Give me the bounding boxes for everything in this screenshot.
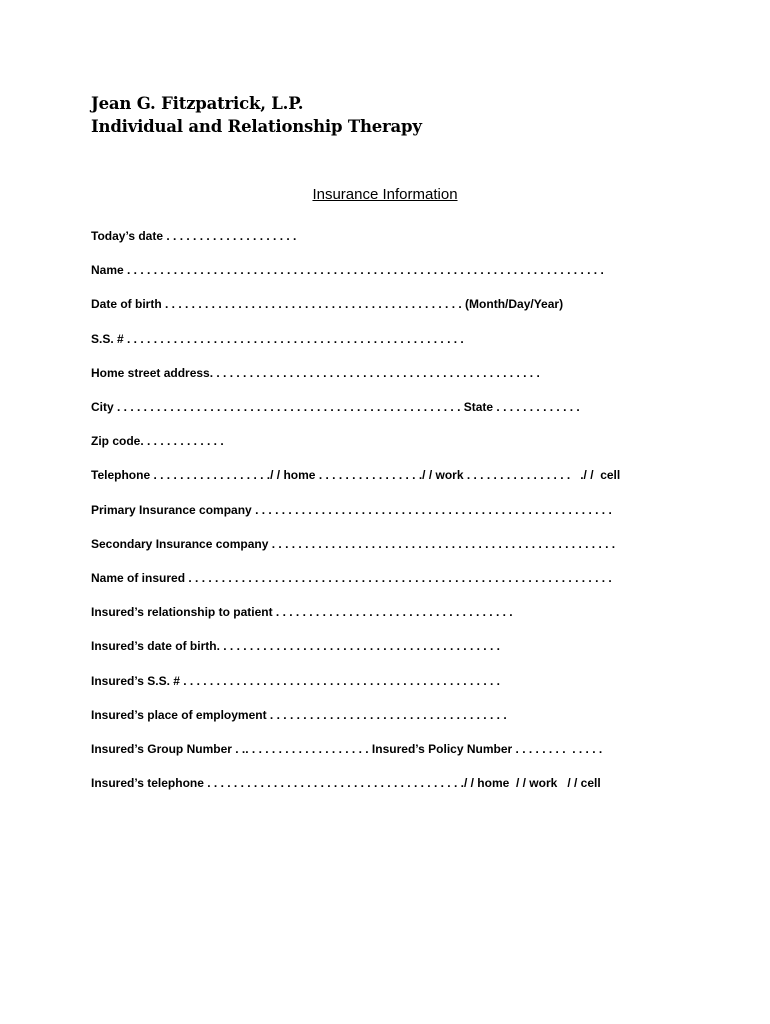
field-insured-employment[interactable]: Insured’s place of employment . . . . . . . . . . . . . . . . . . . . . . . . . . . . . . . . . . . .: [91, 708, 507, 722]
field-name[interactable]: Name . . . . . . . . . . . . . . . . . . . . . . . . . . . . . . . . . . . . . . . . . . . . . . . . . . . . . . . . . . . . . . . . . . . . . . . .: [91, 263, 604, 277]
field-insured-dob[interactable]: Insured’s date of birth. . . . . . . . . . . . . . . . . . . . . . . . . . . . . . . . . . . . . . . . . . .: [91, 639, 500, 653]
letterhead: [91, 92, 422, 138]
practitioner-name: Jean G. Fitzpatrick, L.P.: [91, 94, 304, 113]
field-insured-relationship[interactable]: Insured’s relationship to patient . . . . . . . . . . . . . . . . . . . . . . . . . . . . . . . . . . . .: [91, 605, 513, 619]
practice-subtitle: Individual and Relationship Therapy: [91, 117, 422, 136]
field-insured-ss[interactable]: Insured’s S.S. # . . . . . . . . . . . . . . . . . . . . . . . . . . . . . . . . . . . . . . . . . . . . . . . .: [91, 674, 500, 688]
field-primary-insurance[interactable]: Primary Insurance company . . . . . . . . . . . . . . . . . . . . . . . . . . . . . . . . . . . . . . . . . . . . . . . . . . . . . .: [91, 503, 612, 517]
form-title: Insurance Information: [312, 186, 458, 203]
field-secondary-insurance[interactable]: Secondary Insurance company . . . . . . . . . . . . . . . . . . . . . . . . . . . . . . . . . . . . . . . . . . . . . . . . . . . .: [91, 537, 616, 551]
field-telephone[interactable]: Telephone . . . . . . . . . . . . . . . . . ./ / home . . . . . . . . . . . . . . . ./ / work . . . . . . . . . . . . . . . . ./ / cell: [91, 468, 621, 482]
field-insured-group-policy[interactable]: Insured’s Group Number . .. . . . . . . . . . . . . . . . . . . Insured’s Policy Number . . . . . . . . . . . . .: [91, 742, 603, 756]
field-todays-date[interactable]: Today’s date . . . . . . . . . . . . . . . . . . . .: [91, 229, 297, 243]
field-date-of-birth[interactable]: Date of birth . . . . . . . . . . . . . . . . . . . . . . . . . . . . . . . . . . . . . . . . . . . . . (Month/Day/Year): [91, 297, 564, 311]
field-ss-number[interactable]: S.S. # . . . . . . . . . . . . . . . . . . . . . . . . . . . . . . . . . . . . . . . . . . . . . . . . . . .: [91, 332, 464, 346]
field-insured-telephone[interactable]: Insured’s telephone . . . . . . . . . . . . . . . . . . . . . . . . . . . . . . . . . . . . . . ./ / home / / work / / cell: [91, 776, 601, 790]
field-home-street-address[interactable]: Home street address. . . . . . . . . . . . . . . . . . . . . . . . . . . . . . . . . . . . . . . . . . . . . . . . . .: [91, 366, 540, 380]
field-name-of-insured[interactable]: Name of insured . . . . . . . . . . . . . . . . . . . . . . . . . . . . . . . . . . . . . . . . . . . . . . . . . . . . . . . . . . . . . . . .: [91, 571, 612, 585]
field-city-state[interactable]: City . . . . . . . . . . . . . . . . . . . . . . . . . . . . . . . . . . . . . . . . . . . . . . . . . . . . State . . . . . . . . . . . . .: [91, 400, 580, 414]
field-zip-code[interactable]: Zip code. . . . . . . . . . . . .: [91, 434, 224, 448]
